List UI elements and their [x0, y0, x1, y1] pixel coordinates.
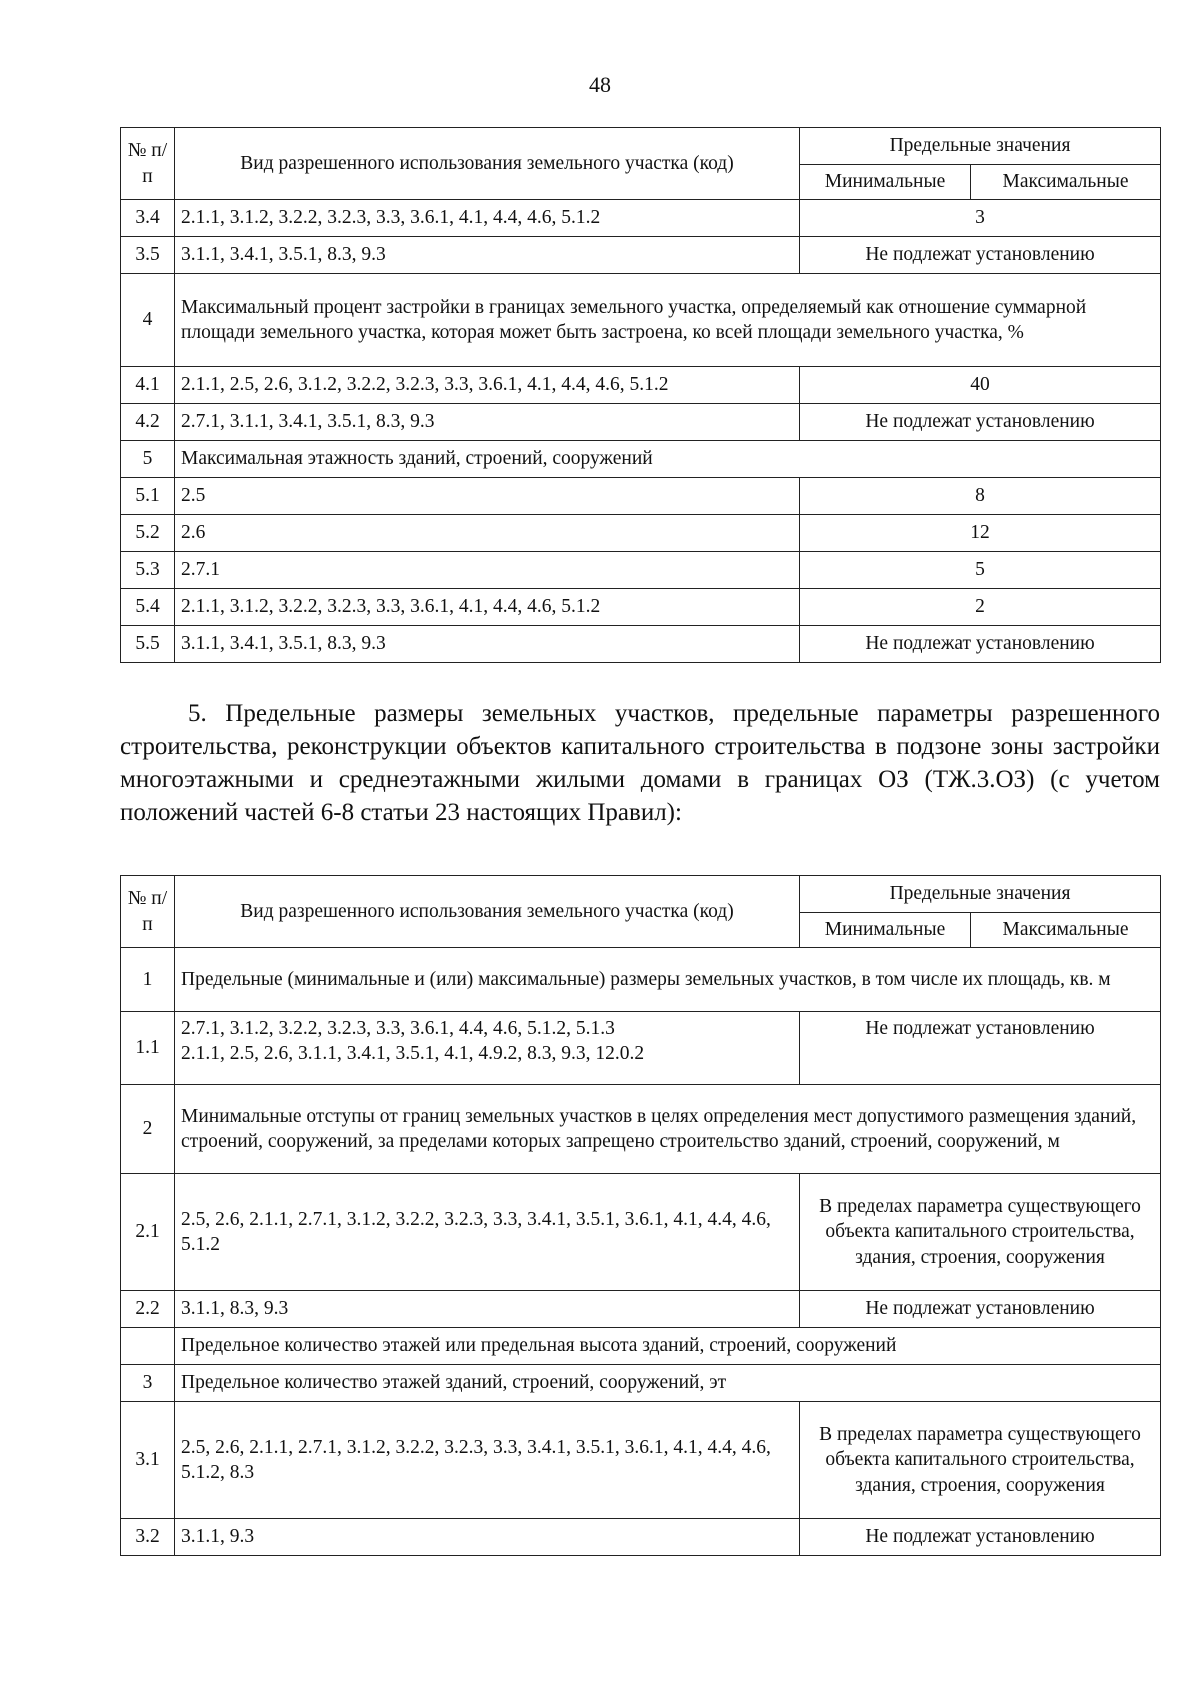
row-num: 3.4	[121, 200, 175, 237]
table-row	[121, 1328, 1161, 1365]
row-value: 40	[800, 367, 1161, 404]
row-desc: 2.6	[175, 515, 800, 552]
row-desc: 2.7.1	[175, 552, 800, 589]
row-num: 4	[121, 274, 175, 367]
row-num: 2.1	[121, 1174, 175, 1291]
row-value: 8	[800, 478, 1161, 515]
header-limits: Предельные значения	[800, 876, 1161, 913]
row-desc-line: 2.1.1, 2.5, 2.6, 3.1.1, 3.4.1, 3.5.1, 4.1, 4.9.2, 8.3, 9.3, 12.0.2	[181, 1043, 645, 1065]
row-desc: 2.1.1, 3.1.2, 3.2.2, 3.2.3, 3.3, 3.6.1, 4.1, 4.4, 4.6, 5.1.2	[175, 589, 800, 626]
table-row	[121, 515, 1161, 552]
table-row	[121, 948, 1161, 1012]
header-type: Вид разрешенного использования земельного участка (код)	[175, 128, 800, 200]
row-value: 5	[800, 552, 1161, 589]
row-num: 4.1	[121, 367, 175, 404]
row-value: Не подлежат установлению	[800, 626, 1161, 663]
table-row	[121, 404, 1161, 441]
row-desc: 3.1.1, 3.4.1, 3.5.1, 8.3, 9.3	[175, 237, 800, 274]
row-num: 5.1	[121, 478, 175, 515]
row-value: 3	[800, 200, 1161, 237]
parameters-table-1	[120, 127, 1161, 663]
row-value: Не подлежат установлению	[800, 1012, 1161, 1085]
table-row	[121, 200, 1161, 237]
row-num: 3.2	[121, 1519, 175, 1556]
row-value: Не подлежат установлению	[800, 1519, 1161, 1556]
row-desc: Предельное количество этажей или предельная высота зданий, строений, сооружений	[175, 1328, 1161, 1365]
header-num: № п/п	[121, 876, 175, 948]
row-num: 5.2	[121, 515, 175, 552]
section-paragraph: 5. Предельные размеры земельных участков, предельные параметры разрешенного строительства, реконструкции объектов капитального строительства в подзоне зоны застройки многоэтажными и среднеэтажными жилыми домами в границах ОЗ (ТЖ.3.ОЗ) (с учетом положений частей 6-8 статьи 23 настоящих Правил):	[120, 700, 1160, 826]
row-num: 2	[121, 1085, 175, 1174]
row-value: В пределах параметра существующего объекта капитального строительства, здания, строения, сооружения	[800, 1402, 1161, 1519]
row-value: 12	[800, 515, 1161, 552]
row-num: 5.4	[121, 589, 175, 626]
row-num: 3.1	[121, 1402, 175, 1519]
row-desc: Максимальный процент застройки в границах земельного участка, определяемый как отношение суммарной площади земельного участка, которая может быть застроена, ко всей площади земельного участка, %	[175, 274, 1161, 367]
row-num: 1	[121, 948, 175, 1012]
row-num: 3.5	[121, 237, 175, 274]
row-num: 5.5	[121, 626, 175, 663]
table-row	[121, 626, 1161, 663]
row-num: 4.2	[121, 404, 175, 441]
header-min: Минимальные	[800, 913, 971, 948]
header-num: № п/п	[121, 128, 175, 200]
table-row	[121, 589, 1161, 626]
table-row	[121, 552, 1161, 589]
table-row	[121, 1402, 1161, 1519]
row-value: 2	[800, 589, 1161, 626]
row-value: В пределах параметра существующего объекта капитального строительства, здания, строения, сооружения	[800, 1174, 1161, 1291]
row-value: Не подлежат установлению	[800, 1291, 1161, 1328]
header-type: Вид разрешенного использования земельного участка (код)	[175, 876, 800, 948]
row-num	[121, 1328, 175, 1365]
row-desc: 2.5, 2.6, 2.1.1, 2.7.1, 3.1.2, 3.2.2, 3.2.3, 3.3, 3.4.1, 3.5.1, 3.6.1, 4.1, 4.4, 4.6, 5.1.2	[175, 1174, 800, 1291]
row-desc: 3.1.1, 8.3, 9.3	[175, 1291, 800, 1328]
row-desc: 2.7.1, 3.1.1, 3.4.1, 3.5.1, 8.3, 9.3	[175, 404, 800, 441]
row-num: 3	[121, 1365, 175, 1402]
row-desc: Максимальная этажность зданий, строений, сооружений	[175, 441, 1161, 478]
row-desc: 3.1.1, 3.4.1, 3.5.1, 8.3, 9.3	[175, 626, 800, 663]
table-row	[121, 1519, 1161, 1556]
header-max: Максимальные	[971, 913, 1161, 948]
table-row	[121, 1291, 1161, 1328]
header-max: Максимальные	[971, 165, 1161, 200]
table-row	[121, 1085, 1161, 1174]
header-min: Минимальные	[800, 165, 971, 200]
row-value: Не подлежат установлению	[800, 237, 1161, 274]
row-desc: Минимальные отступы от границ земельных участков в целях определения мест допустимого размещения зданий, строений, сооружений, за пределами которых запрещено строительство зданий, строений, сооружений, м	[175, 1085, 1161, 1174]
row-num: 2.2	[121, 1291, 175, 1328]
row-desc: Предельные (минимальные и (или) максимальные) размеры земельных участков, в том числе их площадь, кв. м	[175, 948, 1161, 1012]
row-desc: 2.5, 2.6, 2.1.1, 2.7.1, 3.1.2, 3.2.2, 3.2.3, 3.3, 3.4.1, 3.5.1, 3.6.1, 4.1, 4.4, 4.6, 5.1.2, 8.3	[175, 1402, 800, 1519]
row-num: 1.1	[121, 1012, 175, 1085]
row-num: 5	[121, 441, 175, 478]
table-row	[121, 274, 1161, 367]
parameters-table-2	[120, 875, 1161, 1556]
page-number: 48	[589, 72, 611, 97]
table-row	[121, 237, 1161, 274]
row-desc: 2.5	[175, 478, 800, 515]
table-row	[121, 478, 1161, 515]
row-desc: Предельное количество этажей зданий, строений, сооружений, эт	[175, 1365, 1161, 1402]
table-row	[121, 1365, 1161, 1402]
header-limits: Предельные значения	[800, 128, 1161, 165]
row-desc	[175, 1012, 800, 1085]
row-desc: 3.1.1, 9.3	[175, 1519, 800, 1556]
table-row	[121, 1012, 1161, 1085]
table-header-row	[121, 876, 1161, 913]
row-desc-line: 2.7.1, 3.1.2, 3.2.2, 3.2.3, 3.3, 3.6.1, 4.4, 4.6, 5.1.2, 5.1.3	[181, 1018, 615, 1039]
row-desc: 2.1.1, 3.1.2, 3.2.2, 3.2.3, 3.3, 3.6.1, 4.1, 4.4, 4.6, 5.1.2	[175, 200, 800, 237]
table-row	[121, 441, 1161, 478]
table-header-row	[121, 128, 1161, 165]
row-desc: 2.1.1, 2.5, 2.6, 3.1.2, 3.2.2, 3.2.3, 3.3, 3.6.1, 4.1, 4.4, 4.6, 5.1.2	[175, 367, 800, 404]
row-value: Не подлежат установлению	[800, 404, 1161, 441]
row-num: 5.3	[121, 552, 175, 589]
table-row	[121, 1174, 1161, 1291]
table-row	[121, 367, 1161, 404]
